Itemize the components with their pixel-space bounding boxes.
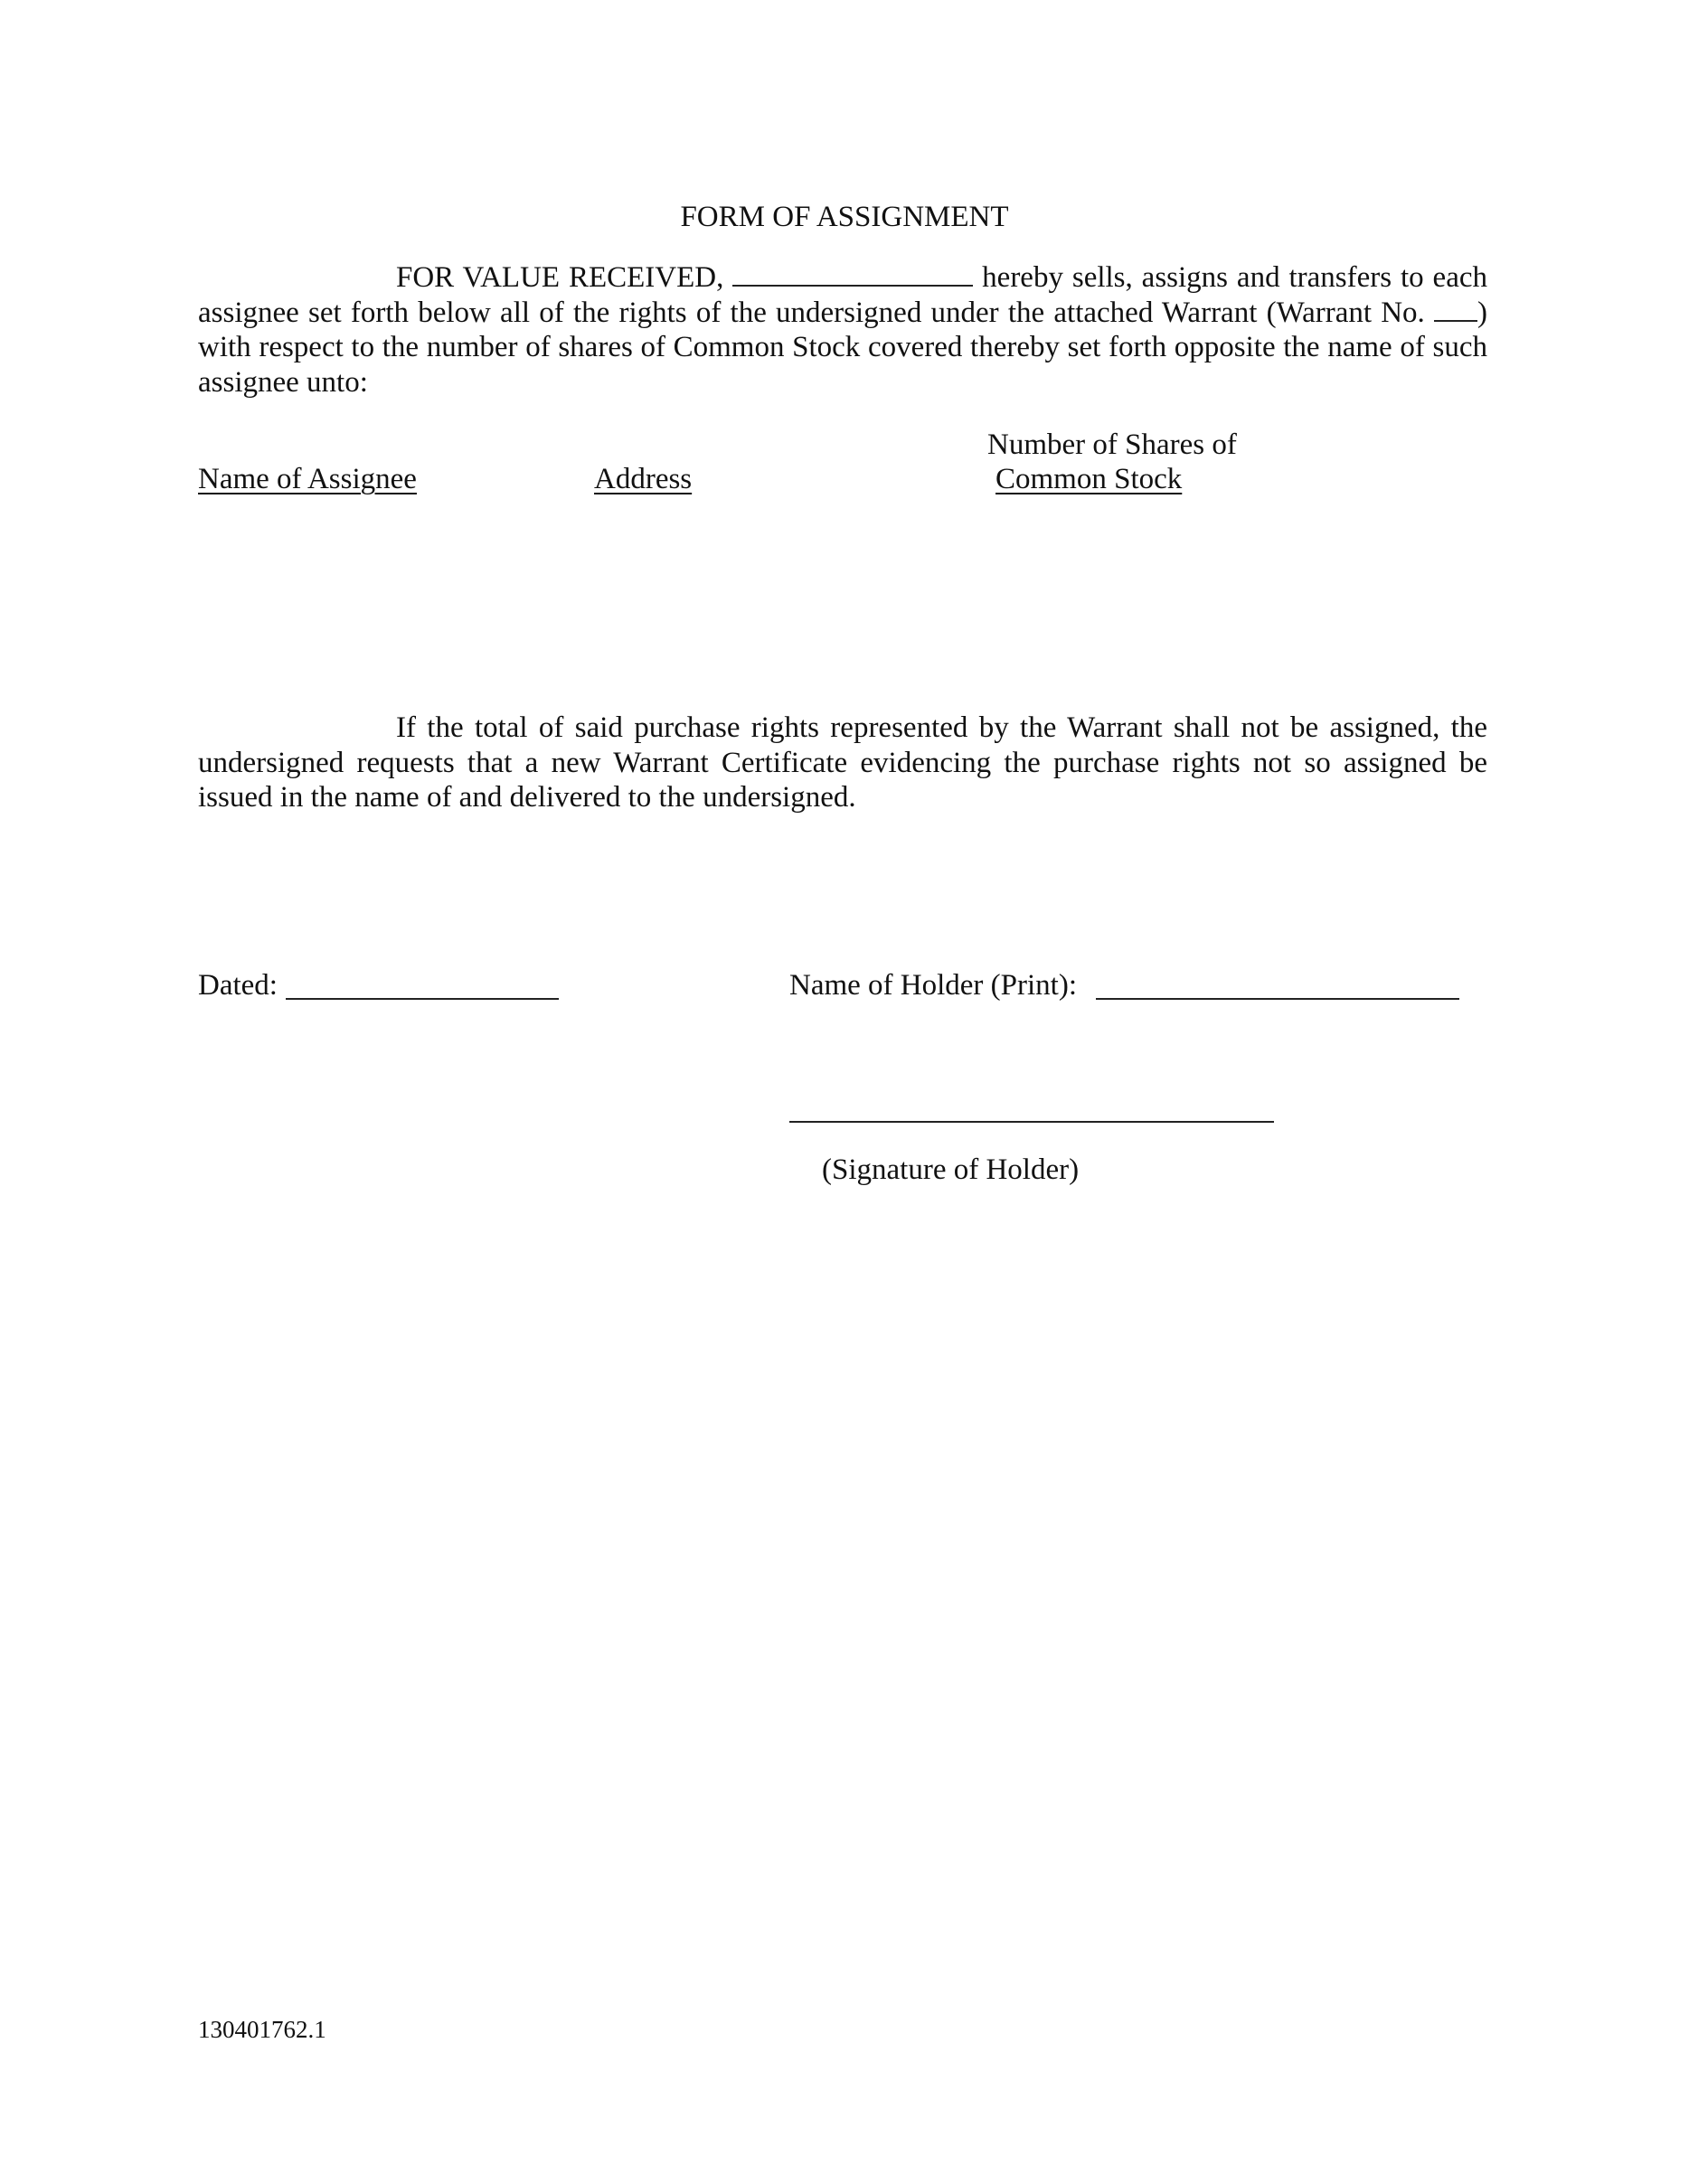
warrant-number-blank[interactable] (1434, 297, 1477, 322)
document-id-footer: 130401762.1 (198, 2016, 326, 2043)
dated-line[interactable] (286, 998, 559, 1000)
address-header: Address (594, 463, 693, 495)
holder-name-line[interactable] (1096, 998, 1459, 1000)
assignment-text-rest: with respect to the number of shares of Common Stock covered thereby set forth opposite the name of such assignee unto: (198, 331, 1487, 399)
name-of-assignee-header: Name of Assignee (198, 463, 417, 495)
unassigned-rights-paragraph (198, 711, 1487, 815)
holder-name-label: Name of Holder (Print): (789, 969, 1077, 1002)
signature-line[interactable] (789, 1121, 1274, 1123)
unassigned-rights-text: If the total of said purchase rights represented by the Warrant shall not be assigned, the undersigned requests that a new Warrant Certificate evidencing the purchase rights not so assigned be issued in the name of and delivered to the undersigned. (198, 711, 1487, 814)
document-title: FORM OF ASSIGNMENT (680, 201, 1009, 233)
assignor-name-blank[interactable] (732, 261, 973, 287)
shares-header-line1: Number of Shares of (987, 428, 1237, 461)
warrant-close-paren: ) (1477, 296, 1487, 329)
dated-label: Dated: (198, 969, 278, 1002)
shares-header-line2: Common Stock (995, 463, 1183, 495)
assignment-text: hereby sells, assigns and transfers to each assignee set forth below all of the rights of the undersigned under the attached Warrant (Warrant No. (198, 261, 1487, 329)
assignment-paragraph (198, 260, 1487, 400)
for-value-received-text: FOR VALUE RECEIVED, (396, 261, 724, 294)
signature-label: (Signature of Holder) (822, 1153, 1080, 1186)
